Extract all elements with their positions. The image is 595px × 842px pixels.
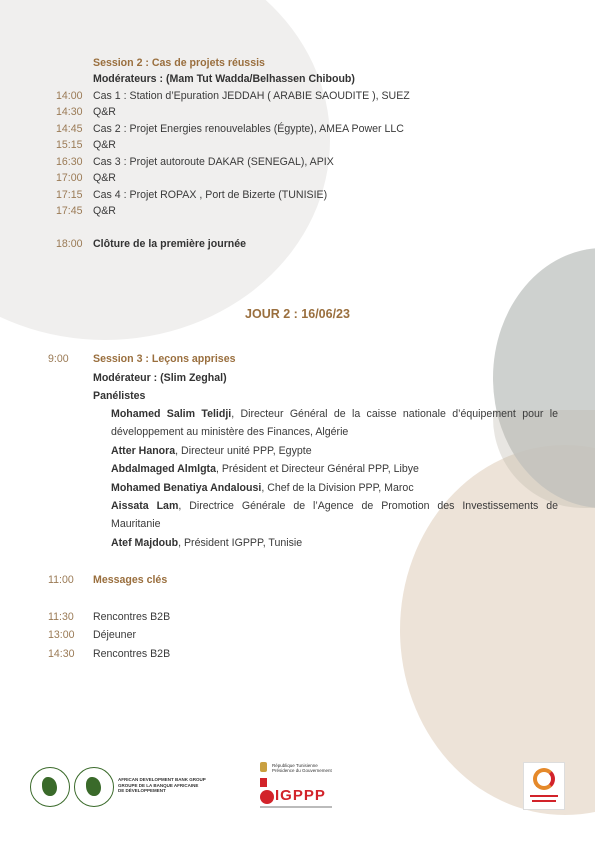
schedule-time: 14:00 bbox=[56, 90, 83, 102]
panelist-item bbox=[111, 497, 558, 533]
closing-text: Clôture de la première journée bbox=[93, 238, 247, 250]
tunisia-flag-icon bbox=[260, 778, 267, 787]
panelist-role: , Chef de la Division PPP, Maroc bbox=[261, 482, 414, 494]
background-circle-left bbox=[0, 0, 330, 340]
schedule-text: Q&R bbox=[93, 106, 116, 118]
africa-map-icon bbox=[42, 777, 57, 796]
afdb-name-fr-1: GROUPE DE LA BANQUE AFRICAINE bbox=[118, 783, 199, 788]
session3-time: 9:00 bbox=[48, 353, 69, 365]
panelist-role: , Directeur unité PPP, Egypte bbox=[175, 445, 312, 457]
igppp-mark-icon bbox=[260, 790, 274, 804]
partner-text-line bbox=[532, 800, 556, 802]
panelist-name: Atter Hanora bbox=[111, 445, 176, 457]
igppp-wordmark: IGPPP bbox=[275, 787, 326, 804]
session2-title: Session 2 : Cas de projets réussis bbox=[93, 57, 265, 69]
panelist-item bbox=[111, 460, 558, 478]
panelist-name: Aissata Lam bbox=[111, 500, 179, 512]
session2-moderators: Modérateurs : (Mam Tut Wadda/Belhassen Chiboub) bbox=[93, 73, 355, 85]
africa-map-icon bbox=[86, 777, 101, 796]
partner-emblem-icon bbox=[533, 768, 555, 790]
schedule-text: Cas 3 : Projet autoroute DAKAR (SENEGAL), APIX bbox=[93, 156, 334, 168]
schedule-text: Cas 4 : Projet ROPAX , Port de Bizerte (TUNISIE) bbox=[93, 189, 328, 201]
agenda-time: 11:30 bbox=[48, 611, 74, 623]
schedule-time: 17:15 bbox=[56, 189, 83, 201]
panelist-item bbox=[111, 405, 558, 441]
messages-text: Messages clés bbox=[93, 574, 168, 586]
panelist-name: Mohamed Benatiya Andalousi bbox=[111, 482, 262, 494]
panelist-role: , Directeur Général de la caisse nationale d’équipement pour le développement au ministère des Finances, Algérie bbox=[111, 408, 558, 438]
igppp-logo bbox=[258, 762, 348, 814]
panelist-item bbox=[111, 534, 558, 552]
tn-presidency-text: Présidence du Gouvernement bbox=[272, 768, 332, 773]
afdb-name-fr-2: DE DÉVELOPPEMENT bbox=[118, 788, 166, 793]
panelist-name: Mohamed Salim Telidji bbox=[111, 408, 232, 420]
panelist-name: Atef Majdoub bbox=[111, 537, 179, 549]
closing-time: 18:00 bbox=[56, 238, 83, 250]
schedule-text: Q&R bbox=[93, 139, 116, 151]
schedule-text: Cas 1 : Station d’Epuration JEDDAH ( ARABIE SAOUDITE ), SUEZ bbox=[93, 90, 410, 102]
session3-moderator: Modérateur : (Slim Zeghal) bbox=[93, 372, 227, 384]
agenda-text: Rencontres B2B bbox=[93, 611, 171, 623]
schedule-time: 17:45 bbox=[56, 205, 83, 217]
session3-title: Session 3 : Leçons apprises bbox=[93, 353, 236, 365]
schedule-time: 14:45 bbox=[56, 123, 83, 135]
agenda-text: Déjeuner bbox=[93, 629, 136, 641]
panelist-role: , Président et Directeur Général PPP, Libye bbox=[215, 463, 419, 475]
schedule-text: Cas 2 : Projet Energies renouvelables (Égypte), AMEA Power LLC bbox=[93, 123, 404, 135]
day2-heading: JOUR 2 : 16/06/23 bbox=[245, 307, 350, 321]
tunisia-emblem-icon bbox=[260, 762, 267, 772]
agenda-time: 14:30 bbox=[48, 648, 75, 660]
schedule-time: 15:15 bbox=[56, 139, 83, 151]
messages-time: 11:00 bbox=[48, 574, 74, 586]
panelist-role: , Directrice Générale de l’Agence de Promotion des Investissements de Mauritanie bbox=[111, 500, 558, 530]
tn-republic-text: République Tunisienne bbox=[272, 763, 318, 768]
schedule-time: 17:00 bbox=[56, 172, 83, 184]
partner-text-line bbox=[530, 795, 558, 797]
panelists-label: Panélistes bbox=[93, 390, 146, 402]
afdb-name-en: AFRICAN DEVELOPMENT BANK GROUP bbox=[118, 777, 206, 782]
panelist-name: Abdalmaged Almlgta bbox=[111, 463, 216, 475]
panelist-item bbox=[111, 479, 558, 497]
panelist-item bbox=[111, 442, 558, 460]
agenda-time: 13:00 bbox=[48, 629, 75, 641]
schedule-time: 14:30 bbox=[56, 106, 83, 118]
igppp-tagline-line bbox=[260, 806, 332, 808]
partner-logo bbox=[523, 762, 565, 810]
schedule-text: Q&R bbox=[93, 205, 116, 217]
schedule-time: 16:30 bbox=[56, 156, 83, 168]
agenda-text: Rencontres B2B bbox=[93, 648, 171, 660]
panelist-role: , Président IGPPP, Tunisie bbox=[178, 537, 303, 549]
schedule-text: Q&R bbox=[93, 172, 116, 184]
afdb-logo bbox=[30, 763, 210, 809]
